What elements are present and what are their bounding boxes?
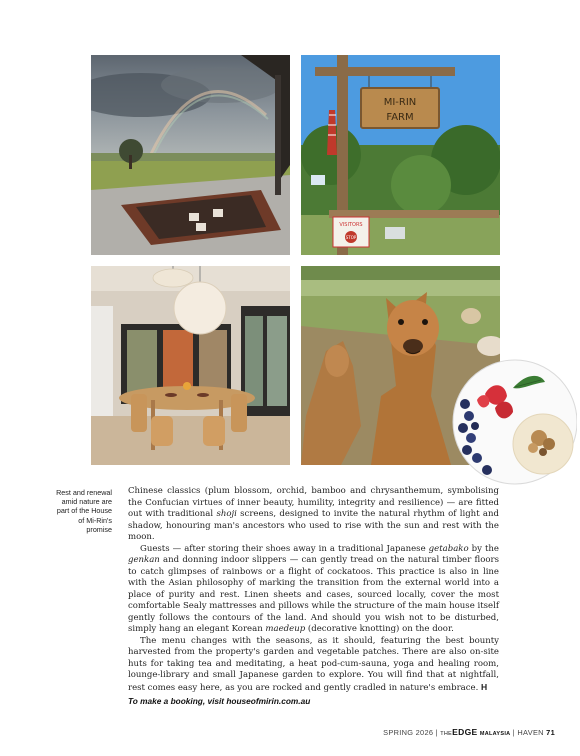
issue-label: SPRING 2026	[383, 728, 434, 737]
text-run: Guests — after storing their shoes away in a traditional Japanese	[140, 543, 429, 554]
photo-dining-room	[91, 266, 290, 465]
italic-term: getabako	[428, 543, 469, 554]
footer-separator: |	[435, 728, 438, 737]
sign-text-line2: FARM	[386, 112, 414, 123]
article-body	[128, 486, 499, 694]
photo-caption: Rest and renewal amid nature are part of the House of Mi-Rin's promise	[56, 488, 112, 534]
brand-the: THE	[440, 731, 453, 737]
brand-malaysia: MALAYSIA	[479, 731, 511, 737]
page-footer	[383, 727, 555, 737]
paragraph-1	[128, 486, 499, 544]
italic-term: genkan	[128, 555, 160, 565]
end-mark: H	[481, 681, 488, 692]
sign-text-line1: MI-RIN	[383, 97, 417, 108]
text-run: The menu changes with the seasons, as it should, featuring the best bounty harvested from the property's garden and vegetable patches. There are also on-site huts for taking tea and meditating, a heat pod-cum-sauna, yoga and healing room, lounge-library and small Japanese garden to explore. You will find that at nightfall, rest comes easy here, as you are rocked and gently cradled in nature's embrace.	[128, 635, 499, 693]
text-run: Chinese classics (plum blossom, orchid, bamboo and chrysanthemum, symbolising the Confucian virtues of inner beauty, humility, integrity and resilience) — are fitted out with traditional	[128, 486, 499, 519]
notice-line2: STOP	[345, 235, 357, 240]
brand-logo	[440, 728, 510, 737]
italic-term: maedeup	[265, 624, 306, 634]
brand-edge: EDGE	[452, 727, 478, 737]
paragraph-3	[128, 636, 499, 695]
text-run: (decorative knotting) on the door.	[305, 624, 454, 634]
text-run: screens, designed to invite the natural rhythm of light and shadow, honouring man's ancestors who used to rise with the sun and rest with the moon.	[128, 509, 499, 542]
text-run: and donning indoor slippers — can gently tread on the natural timber floors to catch glimpses of rainbows or a flight of cockatoos. This practice is also in line with the Asian philosophy of marking the transition from the external world into a place of purity and rest. Linen sheets and cases, sourced locally, cover the most comfortable Sealy mattresses and pillows while the structure of the main house itself gently follows the contours of the land. And should you wish not to be disturbed, simply hang an elegant Korean	[128, 555, 499, 634]
section-label: HAVEN	[517, 728, 544, 737]
paragraph-2	[128, 544, 499, 636]
notice-line1: VISITORS	[339, 222, 363, 228]
photo-farm-sign	[301, 55, 500, 255]
page-number: 71	[546, 728, 555, 737]
footer-separator-2: |	[512, 728, 516, 737]
photo-breakfast-bowl	[451, 352, 577, 492]
photo-rainbow-pavilion	[91, 55, 290, 255]
text-run: by the	[468, 543, 499, 554]
booking-line: To make a booking, visit houseofmirin.com.au	[128, 696, 311, 706]
italic-term: shoji	[216, 509, 237, 519]
